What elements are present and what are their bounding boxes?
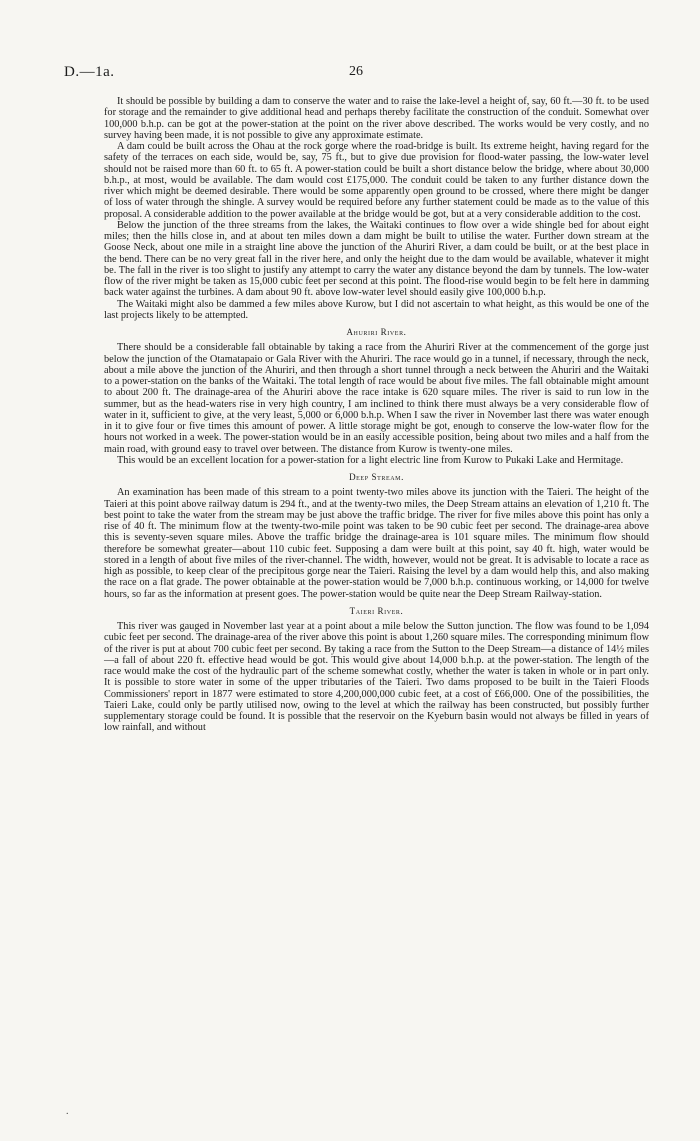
paragraph: There should be a considerable fall obtainable by taking a race from the Ahuriri River at the commencement of the gorge just below the junction of the Otamatapaio or Gala River with the Ahuriri. The race would go in a tunnel, if necessary, through the neck, about a mile above the junction of the Ahuriri, and then through a short tunnel through a neck between the Ahuriri and the Waitaki to a power-station on the banks of the Waitaki. The total length of race would be about five miles. The fall obtainable might amount to about 200 ft. The drainage-area of the Ahuriri above the race intake is 620 square miles. The river is said to run low in the summer, but as the head-waters rise in very high country, I am inclined to think there must always be a very considerable flow of water in it, sufficient to give, at the very least, 5,000 or 6,000 b.h.p. When I saw the river in November last there was water enough in it to give four or five times this amount of power. A little storage might be got, enough to conserve the low-water flow for the hours not worked in a week. The power-station would be in an easily accessible position, being about two miles and a half from the main road, with ground easy to travel over between. The distance from Kurow is twenty-one miles. <box>104 342 649 455</box>
page-body <box>104 96 649 734</box>
paragraph: It should be possible by building a dam to conserve the water and to raise the lake-level a height of, say, 60 ft.—30 ft. to be used for storage and the remainder to give additional head and perhaps thereby facilitate the construction of the conduit. Somewhat over 100,000 b.h.p. can be got at the power-station at the point on the river above described. The works would be very costly, and no survey having been made, it is not possible to give any approximate estimate. <box>104 96 649 141</box>
margin-mark: . <box>66 1106 69 1117</box>
page-header <box>64 64 648 86</box>
section-heading-ahuriri-river: Ahuriri River. <box>346 327 407 337</box>
section-heading-taieri-river: Taieri River. <box>349 605 404 616</box>
paragraph: An examination has been made of this stream to a point twenty-two miles above its junction with the Taieri. The height of the Taieri at this point above railway datum is 294 ft., and at the twenty-two miles, the Deep Stream attains an elevation of 1,210 ft. The best point to take the water from the stream may be just above the traffic bridge. The river for five miles above this point has only a rise of 40 ft. The minimum flow at the twenty-two-mile point was taken to be 90 cubic feet per second. The drainage-area above this is seventy-seven square miles. Above the traffic bridge the drainage-area is 101 square miles. The minimum flow should therefore be somewhat greater—about 110 cubic feet. Supposing a dam were built at this point, say 40 ft. high, water would be stored in a length of about five miles of the river-channel. The width, however, would not be great. It is advisable to locate a race as high as possible, to keep clear of the precipitous gorge near the Taieri. Raising the level by a dam would help this, and also making the race on a flat grade. The power obtainable at the power-station would be 7,000 b.h.p. continuous working, or 14,000 for twelve hours, so far as the information at present goes. The power-station would be quite near the Deep Stream Railway-station. <box>104 487 649 600</box>
paragraph: This would be an excellent location for a power-station for a light electric line from Kurow to Pukaki Lake and Hermitage. <box>117 454 624 466</box>
paragraph: This river was gauged in November last year at a point about a mile below the Sutton junction. The flow was found to be 1,094 cubic feet per second. The drainage-area of the river above this point is about 1,260 square miles. The corresponding minimum flow of the river is put at about 700 cubic feet per second. By taking a race from the Sutton to the Deep Stream—a distance of 14½ miles—a fall of about 220 ft. effective head would be got. This would give about 14,000 b.h.p. at the power-station. The length of the race would make the cost of the hydraulic part of the scheme somewhat costly, whether the water is taken in whole or in part only. It is possible to store water in some of the upper tributaries of the Taieri. Two dams proposed to be built in the Taieri Floods Commissioners' report in 1877 were estimated to store 4,200,000,000 cubic feet, at a cost of £66,000. One of the possibilities, the Taieri Lake, could only be partly utilised now, owing to the level at which the railway has been constructed, but possibly further supplementary storage could be found. It is possible that the reservoir on the Kyeburn basin would not always be filled in years of low rainfall, and without <box>104 621 649 734</box>
paragraph: The Waitaki might also be dammed a few miles above Kurow, but I did not ascertain to what height, as this would be one of the last projects likely to be attempted. <box>104 298 649 321</box>
paragraph: Below the junction of the three streams from the lakes, the Waitaki continues to flow over a wide shingle bed for about eight miles; then the hills close in, and at about ten miles down a dam might be built to utilise the water. Further down stream at the Goose Neck, about one mile in a straight line above the junction of the Ahuriri River, a dam could be built, or at the best place in the bend. There can be no very great fall in the river here, and only the height due to the dam would be available, whatever it might be. The fall in the river is too slight to justify any attempt to carry the water any distance beyond the dam by tunnels. The low-water flow of the river might be taken as 15,000 cubic feet per second at this point. The flood-rise would begin to be felt here in damming back water against the turbines. A dam about 90 ft. above low-water level should easily give 100,000 b.h.p. <box>104 219 649 299</box>
section-heading-deep-stream: Deep Stream. <box>349 472 404 482</box>
paragraph: A dam could be built across the Ohau at the rock gorge where the road-bridge is built. Its extreme height, having regard for the safety of the terraces on each side, would be, say, 75 ft., but to give due provision for flood-water passing, the low-water level should not be raised more than 60 ft. to 65 ft. A power-station could be built a short distance below the bridge, where about 30,000 b.h.p., at most, would be available. The dam would cost £175,000. The conduit could be taken to any further distance down the river which might be deemed desirable. There would be some apparently open ground to be crossed, where there might be danger of loss of water through the shingle. A survey would be required before any further statement could be made as to the value of this proposal. A considerable addition to the power available at the bridge would be got, but at a very considerable addition to the cost. <box>104 141 649 220</box>
document-id: D.—1a. <box>64 64 115 80</box>
page-number: 26 <box>349 64 363 79</box>
